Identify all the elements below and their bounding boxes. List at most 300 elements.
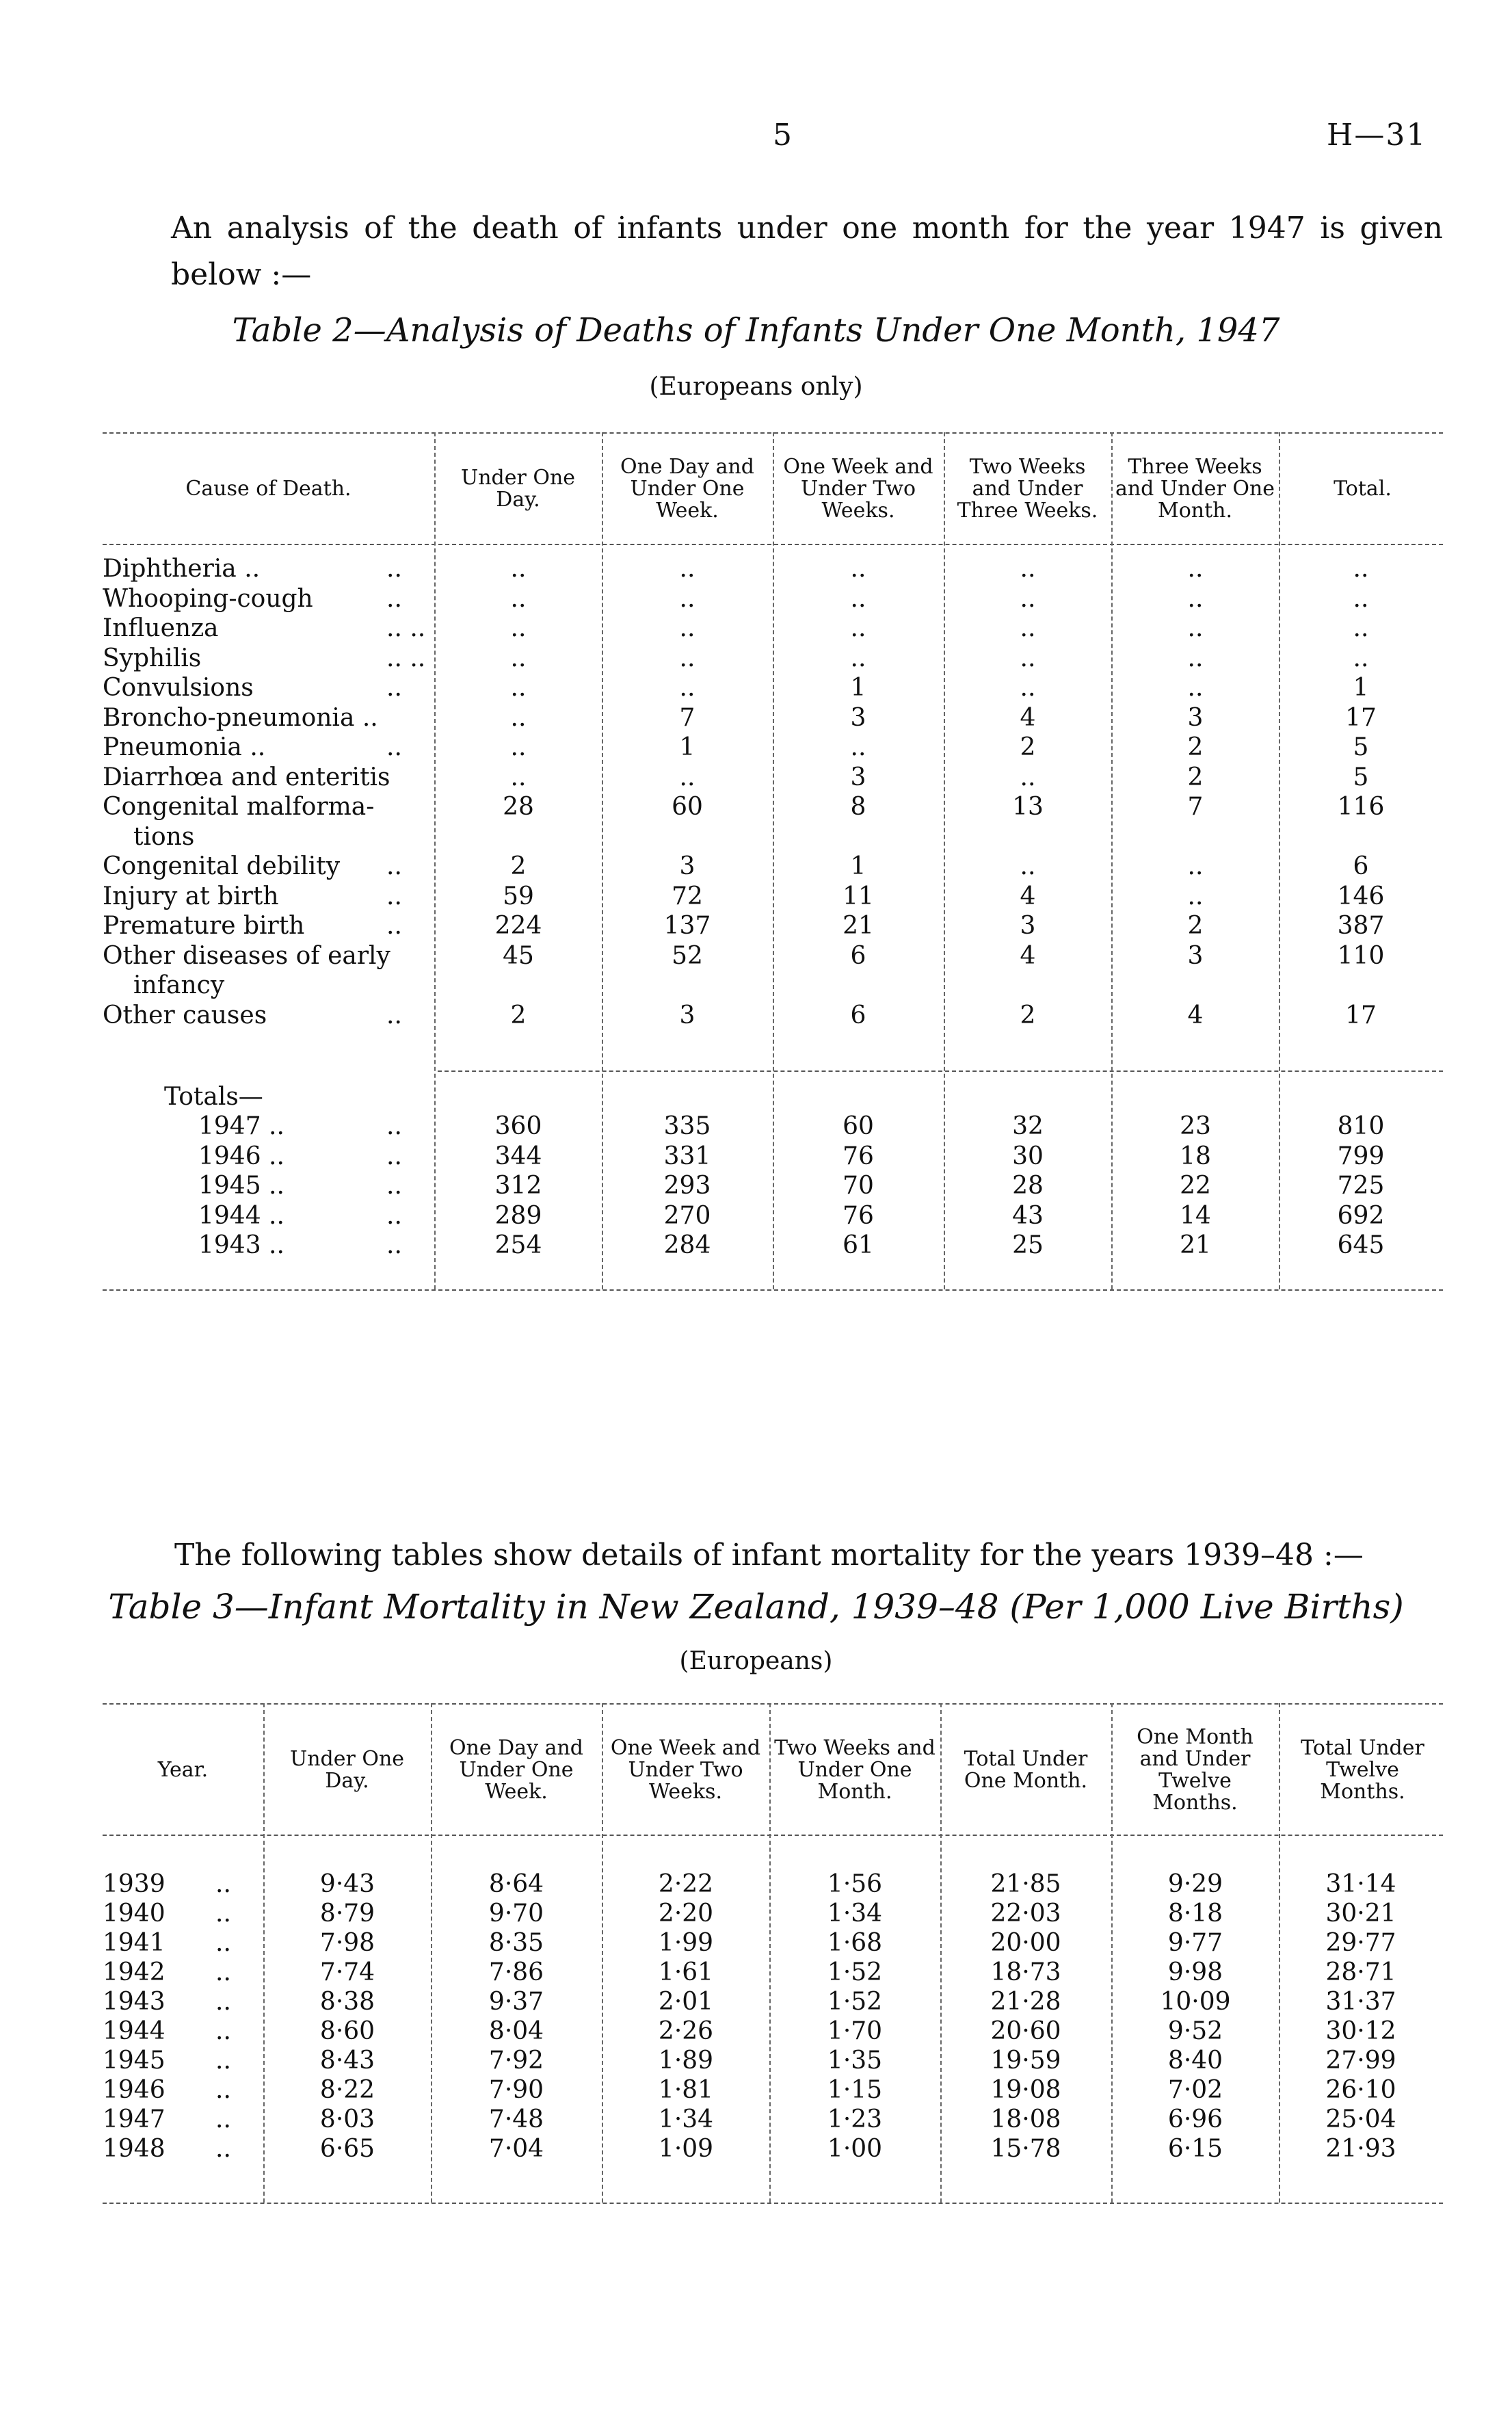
table3-cell: 6·15 (1167, 2135, 1223, 2163)
table2-cell: 45 (503, 941, 534, 970)
table2-cell: .. (1020, 584, 1036, 613)
table3-header-year: Year. (157, 1757, 209, 1782)
table3-cell: 8·35 (488, 1929, 544, 1957)
cause-of-death: Congenital malforma- (103, 793, 375, 821)
table3-cell: 9·70 (488, 1900, 544, 1928)
table2-cell: 5 (1353, 763, 1369, 791)
table3-cell: 1·34 (658, 2105, 714, 2133)
table3-header-one-day-one-week: One Day and Under One Week. (449, 1735, 584, 1804)
table2-cell: 3 (1187, 703, 1204, 732)
table3-cell: 8·43 (319, 2047, 375, 2075)
table3-year: 1939 (103, 1870, 165, 1898)
table2-cell: 116 (1337, 793, 1385, 821)
table3-cell: 6·96 (1167, 2105, 1223, 2133)
table2-totals-label-row (0, 1082, 1512, 1112)
table2-header-cause: Cause of Death. (185, 477, 352, 501)
table2-cell: .. (510, 763, 527, 791)
table2-cell: 7 (1187, 793, 1204, 821)
table3-year: 1941 (103, 1929, 165, 1957)
table2-cell: .. (850, 733, 866, 761)
table2-totals-cell: 32 (1012, 1112, 1044, 1140)
table2-cell: .. (510, 584, 527, 613)
table2-row (0, 614, 1512, 644)
table2-cell: 1 (850, 674, 866, 702)
table3-cell: 7·92 (488, 2047, 544, 2075)
leader-dots: .. (386, 1142, 402, 1170)
table2-totals-cell: 21 (1180, 1231, 1211, 1259)
table2-cell: .. (1020, 555, 1036, 583)
table2-totals-cell: 270 (663, 1201, 711, 1230)
table2-cell: 3 (679, 852, 695, 880)
leader-dots: .. (386, 852, 402, 880)
table2-cell: .. (850, 584, 866, 613)
table2-totals-cell: 28 (1012, 1172, 1044, 1200)
table2-cell: 17 (1345, 703, 1377, 732)
leader-dots: .. (386, 912, 402, 940)
table2-totals-cell: 293 (663, 1172, 711, 1200)
table2-cell: 2 (1020, 733, 1036, 761)
table2-totals-cell: 312 (494, 1172, 542, 1200)
table2-cell: .. (1187, 584, 1204, 613)
leader-dots: .. (215, 1988, 231, 2016)
table2-cell: 4 (1020, 882, 1036, 910)
totals-year: 1945 .. (198, 1172, 284, 1200)
table3-cell: 1·15 (827, 2076, 883, 2104)
cause-of-death: Whooping-cough (103, 584, 313, 613)
table3-row (0, 1869, 1512, 1899)
table2-cell: .. (679, 674, 695, 702)
leader-dots: .. .. (386, 644, 426, 672)
table3-cell: 25·04 (1325, 2105, 1396, 2133)
table3-cell: 8·79 (319, 1900, 375, 1928)
table2-totals-cell: 254 (494, 1231, 542, 1259)
table2-totals-cell: 23 (1180, 1112, 1211, 1140)
table3-cell: 21·93 (1325, 2135, 1396, 2163)
table2-cell: 1 (1353, 674, 1369, 702)
table3-cell: 18·08 (990, 2105, 1061, 2133)
table2-bottom-rule (103, 1289, 1443, 1291)
totals-label: Totals— (164, 1083, 263, 1111)
table2-row (0, 673, 1512, 703)
table3-cell: 1·34 (827, 1900, 883, 1928)
table2-cell: 2 (1187, 763, 1204, 791)
table3-cell: 7·04 (488, 2135, 544, 2163)
totals-year: 1943 .. (198, 1231, 284, 1259)
table2-row (0, 971, 1512, 1001)
table2-cell: 52 (672, 941, 703, 970)
table3-cell: 1·09 (658, 2135, 714, 2163)
table2-cell: 3 (850, 703, 866, 732)
table2-cell: .. (1020, 763, 1036, 791)
table2-header-three-weeks-month: Three Weeks and Under One Month. (1115, 455, 1275, 523)
table2-cell: .. (1353, 614, 1369, 642)
table3-cell: 20·00 (990, 1929, 1061, 1957)
table3-cell: 20·60 (990, 2017, 1061, 2045)
table2-cell: .. (1187, 674, 1204, 702)
table2-title: Table 2—Analysis of Deaths of Infants Under One Month, 1947 (232, 311, 1280, 350)
table2-cell: .. (1187, 852, 1204, 880)
leader-dots: .. (386, 1172, 402, 1200)
table2-row (0, 1001, 1512, 1031)
table2-totals-cell: 335 (663, 1112, 711, 1140)
table2-header-under-one-day: Under One Day. (460, 466, 576, 512)
table2-cell: .. (850, 614, 866, 642)
table2-header-one-week-two-weeks: One Week and Under Two Weeks. (783, 455, 933, 523)
table2-totals-cell: 30 (1012, 1142, 1044, 1170)
table3-cell: 9·29 (1167, 1870, 1223, 1898)
leader-dots: .. (386, 584, 402, 613)
table2-row (0, 882, 1512, 912)
table3-cell: 1·70 (827, 2017, 883, 2045)
table3-cell: 1·99 (658, 1929, 714, 1957)
table2-cell: .. (1353, 584, 1369, 613)
cause-of-death: Other diseases of early (103, 941, 390, 970)
table3-cell: 1·89 (658, 2047, 714, 2075)
leader-dots: .. (215, 1900, 231, 1928)
table3-year: 1947 (103, 2105, 165, 2133)
leader-dots: .. (386, 882, 402, 910)
table2-row (0, 911, 1512, 941)
table2-cell: 1 (850, 852, 866, 880)
table3-row (0, 2105, 1512, 2134)
table2-cell: .. (850, 555, 866, 583)
table3-header-one-week-two-weeks: One Week and Under Two Weeks. (610, 1735, 761, 1804)
table2-cell: 17 (1345, 1001, 1377, 1029)
table2-cell: .. (679, 555, 695, 583)
table3-year: 1948 (103, 2135, 165, 2163)
table2-totals-cell: 725 (1337, 1172, 1385, 1200)
table2-header-two-three-weeks: Two Weeks and Under Three Weeks. (957, 455, 1098, 523)
table2-cell: 3 (679, 1001, 695, 1029)
table3-header-total-twelve-months: Total Under Twelve Months. (1301, 1735, 1424, 1804)
table2-row (0, 852, 1512, 882)
table3-cell: 2·26 (658, 2017, 714, 2045)
table2-subtitle: (Europeans only) (649, 373, 863, 401)
table2-totals-cell: 14 (1180, 1201, 1211, 1230)
table3-cell: 6·65 (319, 2135, 375, 2163)
table3-cell: 1·61 (658, 1958, 714, 1986)
leader-dots: .. (386, 674, 402, 702)
table3-cell: 7·48 (488, 2105, 544, 2133)
table3-cell: 30·12 (1325, 2017, 1396, 2045)
table2-cell: .. (510, 614, 527, 642)
table2-cell: 7 (679, 703, 695, 732)
totals-year: 1944 .. (198, 1201, 284, 1230)
table2-row (0, 941, 1512, 971)
table3-cell: 2·22 (658, 1870, 714, 1898)
table2-cell: 4 (1187, 1001, 1204, 1029)
table3-cell: 1·81 (658, 2076, 714, 2104)
table2-totals-cell: 645 (1337, 1231, 1385, 1259)
table3-year: 1943 (103, 1988, 165, 2016)
table3-header-rule (103, 1835, 1443, 1836)
table3-cell: 1·68 (827, 1929, 883, 1957)
table3-cell: 1·52 (827, 1988, 883, 2016)
table2-cell: 3 (1020, 912, 1036, 940)
table2-cell: .. (1187, 555, 1204, 583)
cause-of-death: Convulsions (103, 674, 254, 702)
table2-totals-cell: 60 (843, 1112, 874, 1140)
table2-cell: 137 (663, 912, 711, 940)
table3-cell: 9·98 (1167, 1958, 1223, 1986)
table2-cell: 146 (1337, 882, 1385, 910)
table2-cell: 2 (1187, 912, 1204, 940)
table3-cell: 1·35 (827, 2047, 883, 2075)
table3-cell: 22·03 (990, 1900, 1061, 1928)
leader-dots: .. (386, 733, 402, 761)
leader-dots: .. (215, 1870, 231, 1898)
table3-row (0, 2016, 1512, 2046)
table2-totals-cell: 289 (494, 1201, 542, 1230)
table2-cell: .. (1187, 882, 1204, 910)
table2-cell: 2 (510, 1001, 527, 1029)
table3-cell: 7·98 (319, 1929, 375, 1957)
page-number: 5 (773, 118, 792, 153)
table2-row (0, 644, 1512, 674)
table2-cell: 2 (1187, 733, 1204, 761)
table2-row (0, 703, 1512, 733)
table3-row (0, 1899, 1512, 1928)
table2-cell: .. (679, 763, 695, 791)
document-reference: H—31 (1327, 118, 1427, 153)
table3-row (0, 2075, 1512, 2105)
table2-header-one-day-one-week: One Day and Under One Week. (620, 455, 755, 523)
table3-header-total-under-month: Total Under One Month. (964, 1746, 1088, 1793)
table2-cell: 11 (843, 882, 874, 910)
table3-row (0, 1958, 1512, 1987)
cause-of-death: Diphtheria .. (103, 555, 261, 583)
cause-of-death: Injury at birth (103, 882, 279, 910)
table2-cell: .. (510, 555, 527, 583)
table3-cell: 8·04 (488, 2017, 544, 2045)
table3-cell: 8·40 (1167, 2047, 1223, 2075)
intro2-paragraph: The following tables show details of infant mortality for the years 1939–48 :— (174, 1538, 1364, 1573)
table3-year: 1945 (103, 2047, 165, 2075)
table3-cell: 8·60 (319, 2017, 375, 2045)
leader-dots: .. (215, 2047, 231, 2075)
table3-row (0, 1928, 1512, 1958)
table3-cell: 8·22 (319, 2076, 375, 2104)
totals-year: 1946 .. (198, 1142, 284, 1170)
table2-cell: .. (510, 644, 527, 672)
table2-totals-cell: 70 (843, 1172, 874, 1200)
table2-cell: 13 (1012, 793, 1044, 821)
table2-cell: 8 (850, 793, 866, 821)
leader-dots: .. (215, 2105, 231, 2133)
table2-cell: 6 (1353, 852, 1369, 880)
table2-cell: 21 (843, 912, 874, 940)
table2-totals-cell: 799 (1337, 1142, 1385, 1170)
table3-cell: 7·86 (488, 1958, 544, 1986)
table3-cell: 31·37 (1325, 1988, 1396, 2016)
table3-year: 1942 (103, 1958, 165, 1986)
table3-cell: 31·14 (1325, 1870, 1396, 1898)
cause-of-death: Influenza (103, 614, 219, 642)
leader-dots: .. (215, 1958, 231, 1986)
table2-cell: 4 (1020, 941, 1036, 970)
table2-cell: 2 (1020, 1001, 1036, 1029)
table2-cell: .. (510, 674, 527, 702)
table2-cell: 3 (1187, 941, 1204, 970)
table2-totals-row (0, 1231, 1512, 1261)
cause-of-death: Other causes (103, 1001, 267, 1029)
table2-cell: .. (1187, 614, 1204, 642)
table2-cell: .. (1020, 644, 1036, 672)
table3-cell: 7·74 (319, 1958, 375, 1986)
table2-totals-cell: 76 (843, 1142, 874, 1170)
table2-cell: 4 (1020, 703, 1036, 732)
table3-cell: 9·52 (1167, 2017, 1223, 2045)
table2-cell: 110 (1337, 941, 1385, 970)
table3-row (0, 1987, 1512, 2016)
table3-bottom-rule (103, 2203, 1443, 2204)
table2-row (0, 554, 1512, 584)
table3-cell: 28·71 (1325, 1958, 1396, 1986)
table2-totals-cell: 692 (1337, 1201, 1385, 1230)
table2-cell: .. (679, 644, 695, 672)
table3-cell: 9·43 (319, 1870, 375, 1898)
cause-of-death: Congenital debility (103, 852, 341, 880)
cause-of-death: infancy (133, 971, 225, 999)
table3-header-under-one-day: Under One Day. (289, 1746, 405, 1793)
leader-dots: .. (215, 2135, 231, 2163)
table2-cell: 3 (850, 763, 866, 791)
table2-totals-cell: 18 (1180, 1142, 1211, 1170)
table3-cell: 18·73 (990, 1958, 1061, 1986)
table3-year: 1944 (103, 2017, 165, 2045)
table2-totals-cell: 22 (1180, 1172, 1211, 1200)
table2-cell: 6 (850, 1001, 866, 1029)
cause-of-death: Syphilis (103, 644, 202, 672)
table2-totals-row (0, 1142, 1512, 1172)
table3-row (0, 2134, 1512, 2164)
cause-of-death: Broncho-pneumonia .. (103, 703, 378, 732)
table2-row (0, 822, 1512, 852)
table3-header-month-twelve-months: One Month and Under Twelve Months. (1137, 1724, 1254, 1815)
table2-cell: 28 (503, 793, 534, 821)
table3-header-two-weeks-month: Two Weeks and Under One Month. (774, 1735, 936, 1804)
table2-totals-cell: 61 (843, 1231, 874, 1259)
table3-cell: 9·77 (1167, 1929, 1223, 1957)
table3-cell: 1·00 (827, 2135, 883, 2163)
table3-title: Table 3—Infant Mortality in New Zealand, 1939–48 (Per 1,000 Live Births) (108, 1587, 1404, 1627)
table3-cell: 26·10 (1325, 2076, 1396, 2104)
table2-cell: .. (1020, 674, 1036, 702)
totals-year: 1947 .. (198, 1112, 284, 1140)
table2-totals-cell: 360 (494, 1112, 542, 1140)
table3-year: 1940 (103, 1900, 165, 1928)
leader-dots: .. (386, 1001, 402, 1029)
table3-row (0, 2046, 1512, 2075)
table3-cell: 27·99 (1325, 2047, 1396, 2075)
table3-top-rule (103, 1703, 1443, 1705)
table2-totals-row (0, 1112, 1512, 1142)
table2-totals-row (0, 1201, 1512, 1231)
table2-totals-cell: 284 (663, 1231, 711, 1259)
table3-cell: 9·37 (488, 1988, 544, 2016)
table2-totals-rule (438, 1070, 1443, 1072)
table3-cell: 21·85 (990, 1870, 1061, 1898)
leader-dots: .. (386, 1231, 402, 1259)
table2-header-total: Total. (1334, 477, 1392, 501)
table2-cell: 5 (1353, 733, 1369, 761)
table2-cell: .. (1020, 614, 1036, 642)
table3-cell: 1·23 (827, 2105, 883, 2133)
table2-row (0, 792, 1512, 822)
intro-paragraph: An analysis of the death of infants under one month for the year 1947 is given below :— (171, 211, 1443, 292)
cause-of-death: Premature birth (103, 912, 305, 940)
table2-totals-row (0, 1171, 1512, 1201)
table3-cell: 7·02 (1167, 2076, 1223, 2104)
table3-cell: 10·09 (1160, 1988, 1231, 2016)
table2-cell: .. (1020, 852, 1036, 880)
table3-cell: 8·03 (319, 2105, 375, 2133)
table3-cell: 21·28 (990, 1988, 1061, 2016)
leader-dots: .. (215, 1929, 231, 1957)
table2-totals-cell: 25 (1012, 1231, 1044, 1259)
table2-cell: 59 (503, 882, 534, 910)
leader-dots: .. .. (386, 614, 426, 642)
table3-cell: 29·77 (1325, 1929, 1396, 1957)
table2-cell: .. (1353, 555, 1369, 583)
table3-cell: 1·52 (827, 1958, 883, 1986)
table2-cell: .. (850, 644, 866, 672)
leader-dots: .. (386, 1201, 402, 1230)
table2-cell: 224 (494, 912, 542, 940)
table3-cell: 19·08 (990, 2076, 1061, 2104)
table3-cell: 2·20 (658, 1900, 714, 1928)
table2-cell: .. (510, 733, 527, 761)
table2-cell: 1 (679, 733, 695, 761)
table3-cell: 8·64 (488, 1870, 544, 1898)
leader-dots: .. (215, 2017, 231, 2045)
table2-totals-cell: 810 (1337, 1112, 1385, 1140)
table2-totals-cell: 76 (843, 1201, 874, 1230)
cause-of-death: Diarrhœa and enteritis (103, 763, 390, 791)
cause-of-death: Pneumonia .. (103, 733, 266, 761)
table3-cell: 30·21 (1325, 1900, 1396, 1928)
table2-cell: 387 (1337, 912, 1385, 940)
table2-totals-cell: 43 (1012, 1201, 1044, 1230)
table2-totals-cell: 344 (494, 1142, 542, 1170)
table2-row (0, 584, 1512, 614)
table3-cell: 8·38 (319, 1988, 375, 2016)
table3-subtitle: (Europeans) (679, 1647, 833, 1675)
table2-cell: 2 (510, 852, 527, 880)
table2-cell: .. (1187, 644, 1204, 672)
table3-cell: 19·59 (990, 2047, 1061, 2075)
table3-cell: 1·56 (827, 1870, 883, 1898)
table2-cell: .. (1353, 644, 1369, 672)
table2-cell: 60 (672, 793, 703, 821)
table3-cell: 7·90 (488, 2076, 544, 2104)
table2-totals-cell: 331 (663, 1142, 711, 1170)
table3-cell: 15·78 (990, 2135, 1061, 2163)
leader-dots: .. (215, 2076, 231, 2104)
table2-row (0, 733, 1512, 763)
table3-year: 1946 (103, 2076, 165, 2104)
table3-cell: 8·18 (1167, 1900, 1223, 1928)
table2-cell: 72 (672, 882, 703, 910)
leader-dots: .. (386, 1112, 402, 1140)
table2-cell: .. (679, 584, 695, 613)
table2-cell: .. (679, 614, 695, 642)
table2-cell: .. (510, 703, 527, 732)
table3-cell: 2·01 (658, 1988, 714, 2016)
table2-row (0, 763, 1512, 793)
table2-cell: 6 (850, 941, 866, 970)
leader-dots: .. (386, 555, 402, 583)
